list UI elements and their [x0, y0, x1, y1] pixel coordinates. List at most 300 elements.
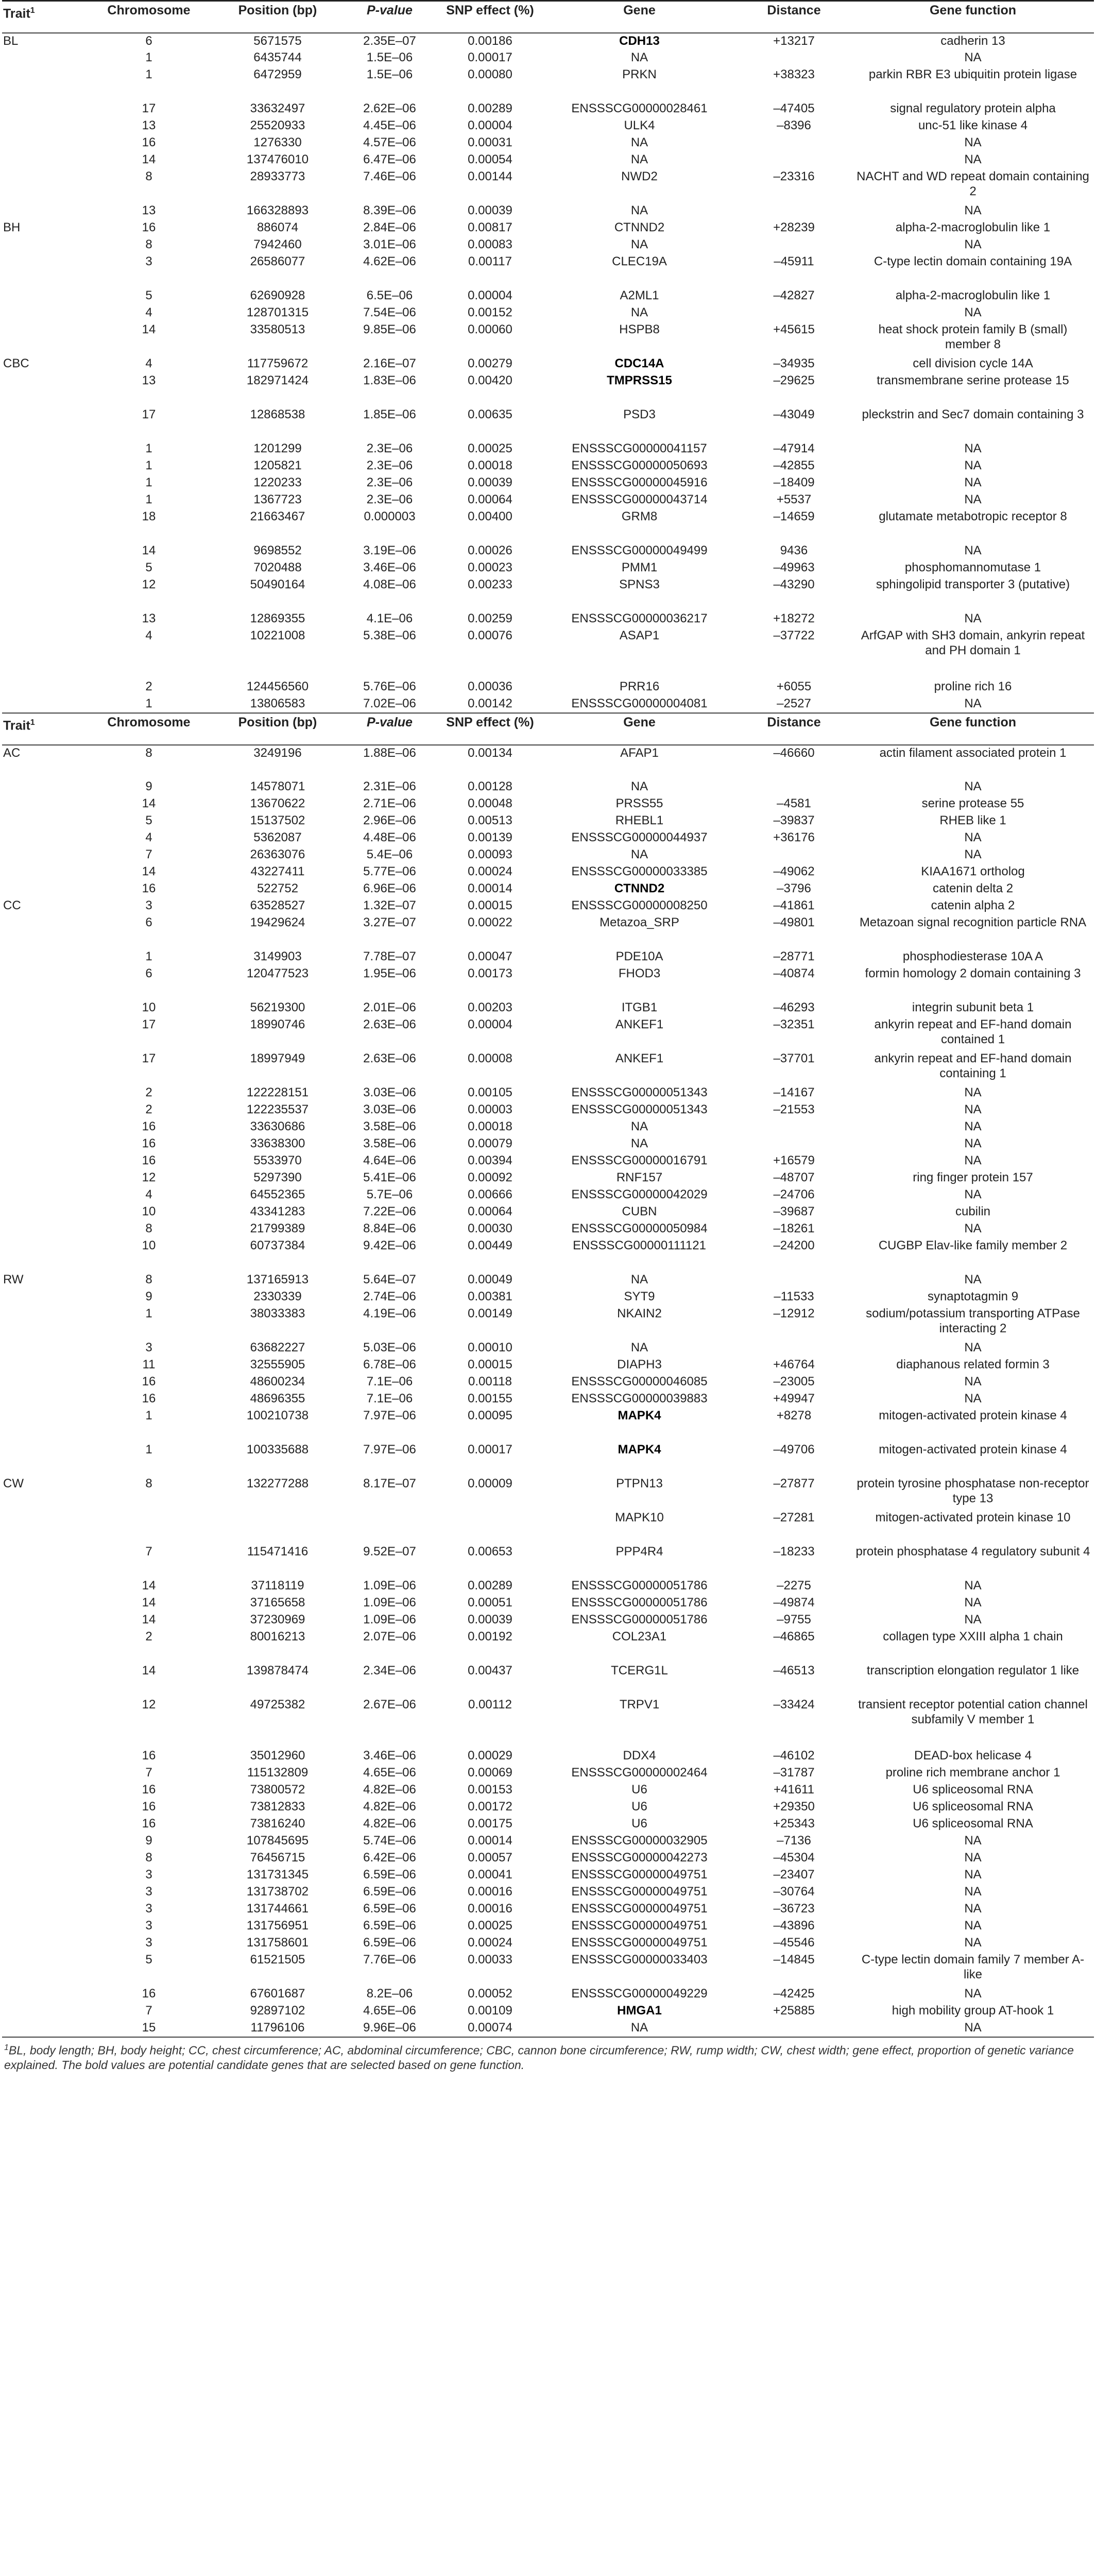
- cell-chromosome: 14: [142, 796, 156, 810]
- table-row: [2, 1850, 1094, 1867]
- cell-gene-function: transient receptor potential cation channel subfamily V member 1: [858, 1698, 1088, 1726]
- cell-gene-function: alpha-2-macroglobulin like 1: [895, 221, 1051, 234]
- cell-pvalue: 4.64E–06: [363, 1154, 416, 1167]
- table-row: [2, 1442, 1094, 1476]
- cell-trait: [2, 813, 84, 830]
- cell-snp-effect: 0.00018: [468, 459, 512, 472]
- cell-gene-function: NA: [964, 238, 982, 251]
- cell-chromosome: 1: [145, 50, 152, 64]
- cell-position: 12868538: [250, 408, 305, 421]
- cell-snp-effect: 0.00004: [468, 118, 512, 132]
- cell-distance: [736, 2020, 852, 2037]
- cell-chromosome: 1: [84, 696, 213, 713]
- cell-trait: [2, 1000, 84, 1017]
- cell-gene-function: phosphodiesterase 10A A: [902, 950, 1043, 963]
- cell-chromosome: 17: [142, 1052, 156, 1065]
- cell-gene-function: cadherin 13: [940, 34, 1005, 48]
- table-row: [2, 949, 1094, 966]
- cell-chromosome: 10: [142, 1239, 156, 1252]
- table-row: [2, 237, 1094, 254]
- cell-trait: [2, 560, 84, 577]
- cell-gene: ENSSSCG00000111121: [573, 1239, 706, 1252]
- cell-gene: HSPB8: [619, 323, 660, 336]
- cell-chromosome: 1: [145, 1443, 152, 1456]
- cell-trait: [2, 949, 84, 966]
- cell-distance: +29350: [773, 1800, 815, 1814]
- cell-chromosome: 3: [145, 255, 152, 268]
- cell-chromosome: 12: [142, 578, 156, 591]
- cell-gene-function: KIAA1671 ortholog: [921, 865, 1025, 878]
- cell-pvalue: 2.63E–06: [363, 1018, 416, 1031]
- cell-gene-function: NA: [964, 493, 982, 506]
- cell-position: 120477523: [246, 967, 309, 980]
- cell-distance: +5537: [776, 493, 812, 506]
- cell-chromosome: 14: [142, 865, 156, 878]
- cell-distance: –2275: [777, 1579, 811, 1592]
- cell-pvalue: 3.03E–06: [363, 1103, 416, 1116]
- cell-pvalue: 5.77E–06: [363, 865, 416, 878]
- cell-distance: –49874: [773, 1596, 815, 1609]
- cell-pvalue: 3.01E–06: [363, 238, 416, 251]
- cell-gene-function: NA: [964, 1596, 982, 1609]
- cell-gene-function: ring finger protein 157: [913, 1171, 1033, 1184]
- cell-pvalue: 9.52E–07: [363, 1545, 416, 1558]
- cell-gene-function: NA: [964, 1613, 982, 1626]
- cell-pvalue: 2.71E–06: [363, 796, 416, 810]
- cell-position: 886074: [256, 221, 299, 234]
- cell-gene: ENSSSCG00000050984: [571, 1222, 708, 1235]
- cell-snp-effect: 0.00149: [468, 1307, 512, 1320]
- cell-distance: –8396: [777, 118, 811, 132]
- cell-gene: ENSSSCG00000042273: [571, 1851, 708, 1865]
- cell-trait: [2, 1340, 84, 1357]
- cell-gene-function: parkin RBR E3 ubiquitin protein ligase: [868, 67, 1077, 81]
- cell-gene: HMGA1: [617, 2004, 662, 2018]
- cell-snp-effect: 0.00024: [468, 865, 512, 878]
- cell-position: 48600234: [250, 1375, 305, 1388]
- cell-gene-function: mitogen-activated protein kinase 10: [875, 1511, 1071, 1524]
- cell-pvalue: 1.88E–06: [363, 746, 416, 760]
- cell-distance: –42827: [773, 289, 815, 302]
- cell-distance: 9436: [780, 544, 808, 557]
- cell-chromosome: 8: [145, 1273, 152, 1286]
- cell-gene: ENSSSCG00000032905: [571, 1834, 708, 1848]
- cell-distance: +13217: [773, 34, 815, 48]
- cell-gene-function: NA: [964, 459, 982, 472]
- cell-pvalue: 4.62E–06: [363, 255, 416, 268]
- cell-position: 131731345: [246, 1868, 309, 1882]
- cell-position: 13670622: [250, 796, 305, 810]
- cell-pvalue: 2.31E–06: [363, 779, 416, 793]
- cell-gene-function: heat shock protein family B (small) member 8: [878, 323, 1068, 351]
- cell-chromosome: 16: [142, 221, 156, 234]
- table-row: [2, 1476, 1094, 1510]
- cell-position: 63682227: [250, 1341, 305, 1354]
- cell-trait: [2, 475, 84, 492]
- cell-position: 3149903: [253, 950, 302, 963]
- table-row: [2, 135, 1094, 152]
- cell-pvalue: 2.3E–06: [366, 442, 413, 455]
- cell-pvalue: 3.27E–07: [363, 916, 416, 929]
- cell-trait: [2, 458, 84, 475]
- cell-gene: ENSSSCG00000036217: [571, 612, 708, 625]
- cell-trait: [2, 1833, 84, 1850]
- cell-position: 32555905: [250, 1358, 305, 1371]
- cell-trait: [2, 1085, 84, 1102]
- cell-gene-function: NA: [964, 1987, 982, 2001]
- cell-gene: ENSSSCG00000051786: [571, 1579, 708, 1592]
- cell-pvalue: 9.96E–06: [342, 2020, 437, 2037]
- cell-distance: –46865: [773, 1630, 815, 1643]
- cell-position: 117759672: [247, 357, 309, 370]
- cell-distance: –46513: [773, 1664, 815, 1677]
- cell-distance: –7136: [777, 1834, 811, 1848]
- cell-gene-function: NA: [964, 135, 982, 149]
- table-row: [2, 1119, 1094, 1136]
- cell-gene-function: NA: [964, 50, 982, 64]
- table-row: [2, 1085, 1094, 1102]
- cell-position: 37230969: [250, 1613, 305, 1626]
- cell-snp-effect: 0.00049: [468, 1273, 512, 1286]
- cell-gene-function: pleckstrin and Sec7 domain containing 3: [862, 408, 1084, 421]
- cell-gene: ENSSSCG00000049229: [571, 1987, 708, 2001]
- cell-gene: TCERG1L: [611, 1664, 668, 1677]
- cell-distance: –3796: [777, 882, 811, 895]
- cell-distance: –49062: [773, 865, 815, 878]
- cell-chromosome: 5: [145, 289, 152, 302]
- cell-trait: [2, 152, 84, 169]
- cell-gene-function: NA: [964, 1851, 982, 1865]
- cell-snp-effect: 0.00083: [468, 238, 512, 251]
- cell-pvalue: 2.74E–06: [363, 1290, 416, 1303]
- cell-gene-function: mitogen-activated protein kinase 4: [879, 1409, 1067, 1422]
- cell-gene-function: NA: [964, 612, 982, 625]
- cell-snp-effect: 0.00095: [468, 1409, 512, 1422]
- cell-distance: –34935: [773, 357, 815, 370]
- table-row: [2, 1544, 1094, 1578]
- cell-snp-effect: 0.00144: [468, 170, 512, 183]
- cell-pvalue: 6.59E–06: [363, 1919, 416, 1933]
- cell-gene: ENSSSCG00000002464: [571, 1766, 708, 1780]
- cell-gene-function: NA: [964, 442, 982, 455]
- cell-chromosome: 13: [142, 612, 156, 625]
- cell-gene: ENSSSCG00000051786: [571, 1596, 708, 1609]
- cell-distance: [736, 135, 852, 152]
- cell-chromosome: 5: [145, 814, 152, 827]
- cell-trait: [2, 679, 84, 696]
- cell-pvalue: 5.64E–07: [363, 1273, 416, 1286]
- cell-pvalue: 8.17E–07: [363, 1477, 416, 1490]
- cell-snp-effect: 0.00186: [468, 34, 512, 48]
- cell-trait: [2, 288, 84, 305]
- cell-pvalue: 2.84E–06: [363, 221, 416, 234]
- header-position: Position (bp): [213, 1, 342, 33]
- cell-gene-function: high mobility group AT-hook 1: [892, 2004, 1054, 2018]
- cell-pvalue: 1.85E–06: [363, 408, 416, 421]
- cell-gene-function: mitogen-activated protein kinase 4: [879, 1443, 1067, 1456]
- cell-distance: –14167: [773, 1086, 815, 1099]
- cell-position: 19429624: [250, 916, 305, 929]
- cell-gene: ENSSSCG00000008250: [571, 899, 708, 912]
- cell-distance: [736, 847, 852, 864]
- table-row: [2, 847, 1094, 864]
- table-row: [2, 118, 1094, 135]
- cell-distance: +16579: [773, 1154, 815, 1167]
- cell-gene-function: NA: [964, 1222, 982, 1235]
- cell-gene-function: ArfGAP with SH3 domain, ankyrin repeat and PH domain 1: [861, 629, 1085, 657]
- cell-gene: NWD2: [621, 170, 658, 183]
- cell-trait: [2, 915, 84, 949]
- cell-position: 100335688: [246, 1443, 309, 1456]
- cell-chromosome: 2: [145, 680, 152, 693]
- cell-trait: [2, 254, 84, 288]
- cell-snp-effect: 0.00047: [468, 950, 512, 963]
- cell-trait: [2, 1544, 84, 1578]
- cell-snp-effect: 0.00008: [468, 1052, 512, 1065]
- cell-trait: [2, 1153, 84, 1170]
- cell-position: 11796106: [213, 2020, 342, 2037]
- cell-chromosome: 3: [145, 1919, 152, 1933]
- table-row: [2, 1408, 1094, 1442]
- cell-pvalue: 4.45E–06: [363, 118, 416, 132]
- cell-trait: [2, 322, 84, 356]
- cell-gene: NA: [630, 238, 648, 251]
- cell-chromosome: 8: [145, 746, 152, 760]
- cell-position: 21799389: [250, 1222, 305, 1235]
- cell-distance: –39687: [773, 1205, 815, 1218]
- cell-gene: CDC14A: [614, 357, 664, 370]
- cell-position: 9698552: [253, 544, 302, 557]
- cell-pvalue: 7.54E–06: [363, 306, 416, 319]
- cell-gene: ENSSSCG00000044937: [571, 831, 708, 844]
- cell-pvalue: 7.97E–06: [363, 1409, 416, 1422]
- cell-distance: –23005: [773, 1375, 815, 1388]
- cell-trait: [2, 1017, 84, 1051]
- cell-gene: ENSSSCG00000049751: [571, 1936, 708, 1950]
- cell-distance: –42855: [773, 459, 815, 472]
- cell-chromosome: 2: [145, 1086, 152, 1099]
- table-row: [2, 1204, 1094, 1221]
- cell-distance: –14845: [773, 1953, 815, 1967]
- cell-gene-function: C-type lectin domain family 7 member A-like: [861, 1953, 1085, 1981]
- cell-gene-function: NA: [964, 152, 982, 166]
- header-distance: Distance: [736, 713, 852, 745]
- cell-trait: [2, 1051, 84, 1085]
- cell-trait: [2, 1170, 84, 1187]
- cell-gene: PRR16: [619, 680, 660, 693]
- cell-gene-function: sphingolipid transporter 3 (putative): [876, 578, 1070, 591]
- cell-gene: ENSSSCG00000039883: [571, 1392, 708, 1405]
- cell-distance: –24200: [773, 1239, 815, 1252]
- cell-chromosome: 16: [142, 135, 156, 149]
- cell-position: 37118119: [251, 1579, 304, 1592]
- cell-gene-function: NA: [964, 204, 982, 217]
- cell-position: 124456560: [246, 680, 309, 693]
- cell-trait: [2, 1935, 84, 1952]
- cell-chromosome: 14: [142, 1579, 156, 1592]
- cell-pvalue: 6.47E–06: [363, 152, 416, 166]
- cell-gene: SPNS3: [619, 578, 660, 591]
- cell-distance: –30764: [773, 1885, 815, 1899]
- cell-snp-effect: 0.00092: [468, 1171, 512, 1184]
- cell-distance: [736, 1119, 852, 1136]
- cell-gene: U6: [631, 1800, 647, 1814]
- table-row: [2, 492, 1094, 509]
- cell-position: 26363076: [250, 848, 305, 861]
- cell-gene-function: actin filament associated protein 1: [879, 746, 1067, 760]
- cell-gene-function: NA: [964, 1273, 982, 1286]
- table-row: [2, 1017, 1094, 1051]
- cell-pvalue: 7.02E–06: [342, 696, 437, 713]
- cell-chromosome: 17: [142, 408, 156, 421]
- cell-gene-function: transmembrane serine protease 15: [877, 374, 1069, 387]
- cell-chromosome: 1: [145, 493, 152, 506]
- table-row: [2, 1748, 1094, 1765]
- cell-snp-effect: 0.00052: [468, 1987, 512, 2001]
- cell-trait: [2, 2003, 84, 2020]
- cell-gene-function: NA: [964, 1341, 982, 1354]
- cell-gene: RHEBL1: [615, 814, 664, 827]
- table-row: [2, 1238, 1094, 1272]
- cell-snp-effect: 0.00105: [468, 1086, 512, 1099]
- cell-distance: +49947: [773, 1392, 815, 1405]
- cell-snp-effect: 0.00420: [468, 374, 512, 387]
- cell-snp-effect: 0.00653: [468, 1545, 512, 1558]
- table-row: [2, 1935, 1094, 1952]
- cell-trait: [2, 1187, 84, 1204]
- cell-gene-function: NA: [964, 1137, 982, 1150]
- cell-trait: [2, 1391, 84, 1408]
- cell-snp-effect: 0.00142: [437, 696, 543, 713]
- cell-snp-effect: 0.00003: [468, 1103, 512, 1116]
- cell-gene: ENSSSCG00000051343: [571, 1086, 708, 1099]
- cell-position: 1220233: [253, 476, 302, 489]
- cell-position: 122228151: [246, 1086, 309, 1099]
- table-subheader: [2, 713, 1094, 745]
- cell-gene: NA: [630, 1273, 648, 1286]
- cell-position: 60737384: [250, 1239, 305, 1252]
- cell-gene-function: alpha-2-macroglobulin like 1: [895, 289, 1051, 302]
- cell-snp-effect: 0.00279: [468, 357, 512, 370]
- table-row: [2, 1306, 1094, 1340]
- table-row: [2, 305, 1094, 322]
- cell-snp-effect: 0.00060: [468, 323, 512, 336]
- cell-gene: ENSSSCG00000033385: [571, 865, 708, 878]
- table-row: [2, 1782, 1094, 1799]
- cell-gene: ENSSSCG00000049751: [571, 1868, 708, 1882]
- table-row: [2, 1221, 1094, 1238]
- cell-distance: +18272: [773, 612, 815, 625]
- cell-snp-effect: 0.00051: [468, 1596, 512, 1609]
- cell-pvalue: 6.96E–06: [363, 882, 416, 895]
- cell-trait: [2, 1357, 84, 1374]
- cell-chromosome: 14: [142, 152, 156, 166]
- cell-pvalue: 5.38E–06: [363, 629, 416, 642]
- cell-chromosome: 8: [145, 1851, 152, 1865]
- cell-trait: [2, 881, 84, 898]
- cell-distance: –47405: [773, 101, 815, 115]
- cell-trait: [2, 67, 84, 101]
- cell-gene-function: NA: [964, 476, 982, 489]
- cell-snp-effect: 0.00289: [468, 1579, 512, 1592]
- cell-gene-function: U6 spliceosomal RNA: [913, 1783, 1033, 1797]
- cell-position: 64552365: [250, 1188, 305, 1201]
- cell-pvalue: 4.82E–06: [363, 1817, 416, 1831]
- cell-position: 3249196: [253, 746, 302, 760]
- cell-pvalue: 3.58E–06: [363, 1137, 416, 1150]
- cell-position: 21663467: [250, 510, 305, 523]
- cell-gene-function: collagen type XXIII alpha 1 chain: [883, 1630, 1063, 1643]
- cell-distance: +8278: [776, 1409, 812, 1422]
- table-row: [2, 696, 1094, 713]
- cell-gene-function: phosphomannomutase 1: [904, 561, 1041, 574]
- cell-position: 67601687: [250, 1987, 305, 2001]
- cell-gene: PTPN13: [616, 1477, 663, 1490]
- cell-trait: [2, 1867, 84, 1884]
- cell-position: [213, 1510, 342, 1544]
- cell-distance: –28771: [773, 950, 815, 963]
- header-pvalue: P-value: [342, 1, 437, 33]
- table-row: [2, 1952, 1094, 1986]
- cell-chromosome: 14: [142, 1613, 156, 1626]
- cell-gene-function: protein tyrosine phosphatase non-receptor type 13: [857, 1477, 1089, 1505]
- header-snp-effect: SNP effect (%): [437, 713, 543, 745]
- header-trait: Trait$^1$: [2, 713, 84, 745]
- table-row: [2, 881, 1094, 898]
- cell-pvalue: 2.34E–06: [363, 1664, 416, 1677]
- cell-distance: –41861: [773, 899, 815, 912]
- table-row: [2, 220, 1094, 237]
- cell-position: 1367723: [253, 493, 302, 506]
- cell-trait: [2, 1578, 84, 1595]
- cell-chromosome: 6: [145, 967, 152, 980]
- cell-trait: [2, 1119, 84, 1136]
- cell-gene-function: diaphanous related formin 3: [896, 1358, 1050, 1371]
- cell-gene: ANKEF1: [615, 1018, 664, 1031]
- table-row: [2, 864, 1094, 881]
- table-row: [2, 1918, 1094, 1935]
- cell-snp-effect: 0.00175: [468, 1817, 512, 1831]
- cell-gene-function: NA: [964, 848, 982, 861]
- cell-gene: CTNND2: [614, 882, 665, 895]
- cell-gene: ENSSSCG00000049751: [571, 1885, 708, 1899]
- cell-distance: –45911: [774, 255, 814, 268]
- cell-position: 28933773: [250, 170, 305, 183]
- cell-gene-function: synaptotagmin 9: [927, 1290, 1019, 1303]
- cell-trait: [2, 1595, 84, 1612]
- cell-chromosome: 16: [142, 1749, 156, 1762]
- header-snp-effect: SNP effect (%): [437, 1, 543, 33]
- cell-gene-function: U6 spliceosomal RNA: [913, 1800, 1033, 1814]
- cell-gene: ENSSSCG00000049751: [571, 1902, 708, 1916]
- cell-chromosome: 7: [145, 1766, 152, 1780]
- cell-snp-effect: 0.00016: [468, 1902, 512, 1916]
- table-section-1: [2, 33, 1094, 713]
- cell-gene-function: NA: [964, 1868, 982, 1882]
- cell-chromosome: 7: [145, 848, 152, 861]
- cell-position: 5297390: [253, 1171, 302, 1184]
- table-row: [2, 1986, 1094, 2003]
- cell-distance: –40874: [773, 967, 815, 980]
- cell-gene-function: U6 spliceosomal RNA: [913, 1817, 1033, 1831]
- cell-distance: –27281: [773, 1511, 815, 1524]
- cell-gene: DIAPH3: [617, 1358, 662, 1371]
- cell-gene-function: unc-51 like kinase 4: [918, 118, 1028, 132]
- cell-pvalue: 5.74E–06: [363, 1834, 416, 1848]
- cell-position: 26586077: [250, 255, 305, 268]
- cell-distance: –18409: [773, 476, 815, 489]
- cell-snp-effect: 0.00018: [468, 1120, 512, 1133]
